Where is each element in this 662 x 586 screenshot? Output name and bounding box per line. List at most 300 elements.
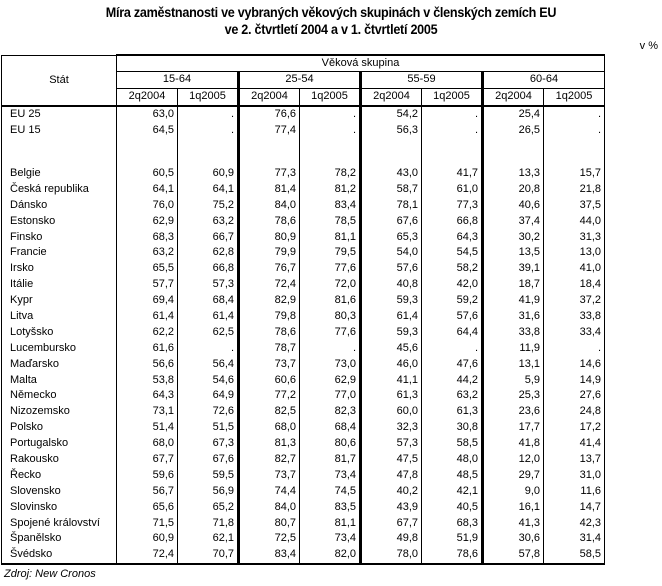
- value-cell: 60,9: [178, 166, 239, 182]
- country-name: Německo: [2, 388, 117, 404]
- value-cell: 64,1: [117, 181, 178, 197]
- value-cell: 62,5: [178, 324, 239, 340]
- table-row: [2, 261, 605, 277]
- value-cell: 60,6: [239, 372, 300, 388]
- table-header: [2, 55, 605, 106]
- table-row: [2, 166, 605, 182]
- value-cell: 61,4: [117, 309, 178, 325]
- value-cell: 11,9: [483, 340, 544, 356]
- table-row: [2, 372, 605, 388]
- value-cell: 78,0: [361, 547, 422, 564]
- value-cell: 41,1: [361, 372, 422, 388]
- value-cell: 68,3: [422, 515, 483, 531]
- value-cell: 51,5: [178, 420, 239, 436]
- value-cell: [422, 139, 483, 166]
- value-cell: .: [422, 340, 483, 356]
- country-name: Rakousko: [2, 452, 117, 468]
- value-cell: 62,8: [178, 245, 239, 261]
- value-cell: 57,6: [361, 261, 422, 277]
- value-cell: 63,0: [117, 106, 178, 123]
- value-cell: 60,9: [117, 531, 178, 547]
- value-cell: 41,8: [483, 436, 544, 452]
- value-cell: 63,2: [178, 213, 239, 229]
- value-cell: 72,5: [239, 531, 300, 547]
- value-cell: 32,3: [361, 420, 422, 436]
- value-cell: .: [544, 106, 605, 123]
- value-cell: 77,6: [300, 261, 361, 277]
- value-cell: 68,0: [117, 436, 178, 452]
- value-cell: 77,0: [300, 388, 361, 404]
- value-cell: 78,6: [239, 213, 300, 229]
- value-cell: 61,3: [422, 404, 483, 420]
- value-cell: .: [544, 123, 605, 139]
- table-row: [2, 324, 605, 340]
- value-cell: 23,6: [483, 404, 544, 420]
- value-cell: 26,5: [483, 123, 544, 139]
- value-cell: 79,5: [300, 245, 361, 261]
- value-cell: 61,6: [117, 340, 178, 356]
- value-cell: 84,0: [239, 499, 300, 515]
- value-cell: 57,7: [117, 277, 178, 293]
- value-cell: 77,3: [422, 197, 483, 213]
- country-name: Slovensko: [2, 483, 117, 499]
- value-cell: 73,7: [239, 356, 300, 372]
- header-period: 1q2005: [178, 88, 239, 105]
- value-cell: 73,1: [117, 404, 178, 420]
- value-cell: 42,0: [422, 277, 483, 293]
- value-cell: 46,0: [361, 356, 422, 372]
- value-cell: 73,0: [300, 356, 361, 372]
- value-cell: 29,7: [483, 467, 544, 483]
- value-cell: 48,0: [422, 452, 483, 468]
- value-cell: 67,7: [361, 515, 422, 531]
- country-name: Dánsko: [2, 197, 117, 213]
- value-cell: 14,7: [544, 499, 605, 515]
- table-row: [2, 452, 605, 468]
- value-cell: 59,3: [361, 324, 422, 340]
- country-name: Slovinsko: [2, 499, 117, 515]
- value-cell: 72,4: [117, 547, 178, 564]
- header-age-60-64: 60-64: [483, 72, 605, 89]
- value-cell: 18,4: [544, 277, 605, 293]
- value-cell: 47,5: [361, 452, 422, 468]
- value-cell: 69,4: [117, 293, 178, 309]
- country-name: Nizozemsko: [2, 404, 117, 420]
- value-cell: 72,6: [178, 404, 239, 420]
- value-cell: 80,3: [300, 309, 361, 325]
- country-name: [2, 139, 117, 166]
- value-cell: 13,0: [544, 245, 605, 261]
- value-cell: 54,5: [422, 245, 483, 261]
- country-name: Lotyšsko: [2, 324, 117, 340]
- value-cell: .: [544, 340, 605, 356]
- value-cell: 60,5: [117, 166, 178, 182]
- header-period: 1q2005: [300, 88, 361, 105]
- value-cell: 59,5: [178, 467, 239, 483]
- table-row: [2, 531, 605, 547]
- table-row: [2, 229, 605, 245]
- value-cell: .: [300, 123, 361, 139]
- value-cell: 61,0: [422, 181, 483, 197]
- value-cell: 18,7: [483, 277, 544, 293]
- value-cell: 40,8: [361, 277, 422, 293]
- value-cell: 30,2: [483, 229, 544, 245]
- title-line-2: ve 2. čtvrtletí 2004 a v 1. čtvrtletí 2005: [224, 21, 438, 37]
- table-row: [2, 436, 605, 452]
- value-cell: 81,1: [300, 229, 361, 245]
- value-cell: 41,4: [544, 436, 605, 452]
- unit-label: v %: [639, 40, 658, 52]
- value-cell: 73,7: [239, 467, 300, 483]
- value-cell: 15,7: [544, 166, 605, 182]
- country-name: Švédsko: [2, 547, 117, 564]
- value-cell: 79,9: [239, 245, 300, 261]
- value-cell: 72,0: [300, 277, 361, 293]
- header-age-25-54: 25-54: [239, 72, 361, 89]
- value-cell: 41,7: [422, 166, 483, 182]
- value-cell: 65,3: [361, 229, 422, 245]
- value-cell: 57,3: [361, 436, 422, 452]
- table-row: [2, 245, 605, 261]
- table-body: [2, 106, 605, 564]
- table-row: [2, 293, 605, 309]
- employment-table: [1, 54, 605, 565]
- value-cell: 68,4: [178, 293, 239, 309]
- value-cell: 44,2: [422, 372, 483, 388]
- value-cell: 59,6: [117, 467, 178, 483]
- value-cell: 31,6: [483, 309, 544, 325]
- value-cell: 56,3: [361, 123, 422, 139]
- value-cell: 51,9: [422, 531, 483, 547]
- value-cell: 63,2: [422, 388, 483, 404]
- value-cell: 62,1: [178, 531, 239, 547]
- value-cell: 66,8: [422, 213, 483, 229]
- value-cell: 31,3: [544, 229, 605, 245]
- value-cell: 20,8: [483, 181, 544, 197]
- value-cell: 41,3: [483, 515, 544, 531]
- value-cell: 78,5: [300, 213, 361, 229]
- value-cell: 13,5: [483, 245, 544, 261]
- value-cell: .: [422, 106, 483, 123]
- table-row: [2, 388, 605, 404]
- value-cell: 54,2: [361, 106, 422, 123]
- table-row: [2, 197, 605, 213]
- value-cell: 11,6: [544, 483, 605, 499]
- value-cell: 83,4: [239, 547, 300, 564]
- value-cell: 51,4: [117, 420, 178, 436]
- table-row: [2, 277, 605, 293]
- value-cell: 56,9: [178, 483, 239, 499]
- value-cell: 68,3: [117, 229, 178, 245]
- value-cell: 67,6: [178, 452, 239, 468]
- table-row: [2, 404, 605, 420]
- table-row: [2, 547, 605, 564]
- value-cell: 5,9: [483, 372, 544, 388]
- value-cell: 67,7: [117, 452, 178, 468]
- value-cell: 80,9: [239, 229, 300, 245]
- value-cell: 33,8: [483, 324, 544, 340]
- source-note: Zdroj: New Cronos: [4, 568, 96, 580]
- value-cell: 48,5: [422, 467, 483, 483]
- value-cell: 56,6: [117, 356, 178, 372]
- value-cell: 37,5: [544, 197, 605, 213]
- value-cell: 47,8: [361, 467, 422, 483]
- table-row: [2, 309, 605, 325]
- value-cell: 61,4: [361, 309, 422, 325]
- value-cell: 64,9: [178, 388, 239, 404]
- header-period: 2q2004: [239, 88, 300, 105]
- value-cell: 44,0: [544, 213, 605, 229]
- value-cell: 64,3: [422, 229, 483, 245]
- value-cell: .: [300, 340, 361, 356]
- value-cell: 76,7: [239, 261, 300, 277]
- value-cell: [300, 139, 361, 166]
- country-name: EU 15: [2, 123, 117, 139]
- value-cell: 81,4: [239, 181, 300, 197]
- table-row: [2, 106, 605, 123]
- value-cell: 16,1: [483, 499, 544, 515]
- value-cell: 58,5: [544, 547, 605, 564]
- value-cell: 59,3: [361, 293, 422, 309]
- value-cell: 78,2: [300, 166, 361, 182]
- value-cell: 58,5: [422, 436, 483, 452]
- value-cell: 67,6: [361, 213, 422, 229]
- title-line-1: Míra zaměstnanosti ve vybraných věkových skupinách v členských zemích EU: [105, 4, 557, 20]
- value-cell: 76,6: [239, 106, 300, 123]
- value-cell: 81,7: [300, 452, 361, 468]
- value-cell: 40,2: [361, 483, 422, 499]
- value-cell: 71,8: [178, 515, 239, 531]
- value-cell: 54,6: [178, 372, 239, 388]
- value-cell: 62,9: [300, 372, 361, 388]
- header-period: 2q2004: [483, 88, 544, 105]
- value-cell: 30,8: [422, 420, 483, 436]
- value-cell: 63,2: [117, 245, 178, 261]
- value-cell: 84,0: [239, 197, 300, 213]
- value-cell: 78,7: [239, 340, 300, 356]
- value-cell: 45,6: [361, 340, 422, 356]
- value-cell: [483, 139, 544, 166]
- value-cell: 79,8: [239, 309, 300, 325]
- value-cell: 27,6: [544, 388, 605, 404]
- country-name: Francie: [2, 245, 117, 261]
- table-row: [2, 356, 605, 372]
- table-title: [33, 4, 629, 38]
- country-name: Spojené království: [2, 515, 117, 531]
- value-cell: 83,4: [300, 197, 361, 213]
- value-cell: 57,3: [178, 277, 239, 293]
- value-cell: 73,4: [300, 467, 361, 483]
- country-name: Portugalsko: [2, 436, 117, 452]
- value-cell: 73,4: [300, 531, 361, 547]
- value-cell: 62,2: [117, 324, 178, 340]
- value-cell: 65,2: [178, 499, 239, 515]
- value-cell: 80,6: [300, 436, 361, 452]
- country-name: Maďarsko: [2, 356, 117, 372]
- value-cell: 61,4: [178, 309, 239, 325]
- value-cell: [544, 139, 605, 166]
- country-name: Litva: [2, 309, 117, 325]
- value-cell: 56,7: [117, 483, 178, 499]
- country-name: Lucembursko: [2, 340, 117, 356]
- value-cell: 77,2: [239, 388, 300, 404]
- value-cell: 47,6: [422, 356, 483, 372]
- country-name: Belgie: [2, 166, 117, 182]
- value-cell: 17,2: [544, 420, 605, 436]
- value-cell: 77,4: [239, 123, 300, 139]
- table-row: [2, 467, 605, 483]
- value-cell: 64,4: [422, 324, 483, 340]
- value-cell: [117, 139, 178, 166]
- header-period: 2q2004: [117, 88, 178, 105]
- value-cell: 58,2: [422, 261, 483, 277]
- country-name: EU 25: [2, 106, 117, 123]
- value-cell: 83,5: [300, 499, 361, 515]
- table-row: [2, 420, 605, 436]
- value-cell: 78,6: [239, 324, 300, 340]
- value-cell: 40,5: [422, 499, 483, 515]
- header-state: Stát: [2, 55, 117, 106]
- country-name: Španělsko: [2, 531, 117, 547]
- value-cell: 64,5: [117, 123, 178, 139]
- value-cell: 68,4: [300, 420, 361, 436]
- value-cell: 67,3: [178, 436, 239, 452]
- table-row: [2, 515, 605, 531]
- header-age-15-64: 15-64: [117, 72, 239, 89]
- value-cell: 65,6: [117, 499, 178, 515]
- value-cell: 64,1: [178, 181, 239, 197]
- value-cell: .: [300, 106, 361, 123]
- value-cell: 14,9: [544, 372, 605, 388]
- value-cell: 12,0: [483, 452, 544, 468]
- value-cell: 25,4: [483, 106, 544, 123]
- value-cell: 40,6: [483, 197, 544, 213]
- value-cell: 66,8: [178, 261, 239, 277]
- value-cell: 71,5: [117, 515, 178, 531]
- table-row: [2, 340, 605, 356]
- country-name: Malta: [2, 372, 117, 388]
- value-cell: 77,3: [239, 166, 300, 182]
- value-cell: 82,7: [239, 452, 300, 468]
- country-name: Polsko: [2, 420, 117, 436]
- header-period: 1q2005: [422, 88, 483, 105]
- value-cell: 13,1: [483, 356, 544, 372]
- value-cell: 24,8: [544, 404, 605, 420]
- value-cell: 65,5: [117, 261, 178, 277]
- spacer-row: [2, 139, 605, 166]
- country-name: Finsko: [2, 229, 117, 245]
- value-cell: 62,9: [117, 213, 178, 229]
- value-cell: 14,6: [544, 356, 605, 372]
- value-cell: .: [178, 340, 239, 356]
- value-cell: 80,7: [239, 515, 300, 531]
- header-period: 1q2005: [544, 88, 605, 105]
- value-cell: 60,0: [361, 404, 422, 420]
- value-cell: 76,0: [117, 197, 178, 213]
- value-cell: 68,0: [239, 420, 300, 436]
- value-cell: 61,3: [361, 388, 422, 404]
- value-cell: 74,5: [300, 483, 361, 499]
- value-cell: .: [422, 123, 483, 139]
- value-cell: 82,0: [300, 547, 361, 564]
- table-row: [2, 213, 605, 229]
- value-cell: 39,1: [483, 261, 544, 277]
- value-cell: 58,7: [361, 181, 422, 197]
- value-cell: 56,4: [178, 356, 239, 372]
- value-cell: 77,6: [300, 324, 361, 340]
- value-cell: 78,6: [422, 547, 483, 564]
- country-name: Česká republika: [2, 181, 117, 197]
- country-name: Kypr: [2, 293, 117, 309]
- value-cell: 72,4: [239, 277, 300, 293]
- country-name: Řecko: [2, 467, 117, 483]
- value-cell: 37,4: [483, 213, 544, 229]
- value-cell: 57,6: [422, 309, 483, 325]
- value-cell: 81,2: [300, 181, 361, 197]
- value-cell: 53,8: [117, 372, 178, 388]
- value-cell: 33,8: [544, 309, 605, 325]
- value-cell: 31,4: [544, 531, 605, 547]
- value-cell: 66,7: [178, 229, 239, 245]
- value-cell: .: [178, 106, 239, 123]
- value-cell: 30,6: [483, 531, 544, 547]
- country-name: Estonsko: [2, 213, 117, 229]
- value-cell: 81,1: [300, 515, 361, 531]
- value-cell: 31,0: [544, 467, 605, 483]
- table-row: [2, 499, 605, 515]
- value-cell: 82,9: [239, 293, 300, 309]
- value-cell: 59,2: [422, 293, 483, 309]
- value-cell: .: [178, 123, 239, 139]
- header-age-55-59: 55-59: [361, 72, 483, 89]
- country-name: Irsko: [2, 261, 117, 277]
- value-cell: 78,1: [361, 197, 422, 213]
- value-cell: 54,0: [361, 245, 422, 261]
- value-cell: 81,3: [239, 436, 300, 452]
- value-cell: 33,4: [544, 324, 605, 340]
- value-cell: 75,2: [178, 197, 239, 213]
- value-cell: 25,3: [483, 388, 544, 404]
- value-cell: 37,2: [544, 293, 605, 309]
- value-cell: 21,8: [544, 181, 605, 197]
- value-cell: 41,0: [544, 261, 605, 277]
- country-name: Itálie: [2, 277, 117, 293]
- table-row: [2, 483, 605, 499]
- value-cell: 57,8: [483, 547, 544, 564]
- value-cell: 49,8: [361, 531, 422, 547]
- value-cell: [239, 139, 300, 166]
- value-cell: 9,0: [483, 483, 544, 499]
- value-cell: 64,3: [117, 388, 178, 404]
- value-cell: 82,5: [239, 404, 300, 420]
- value-cell: [361, 139, 422, 166]
- value-cell: 13,3: [483, 166, 544, 182]
- value-cell: 41,9: [483, 293, 544, 309]
- value-cell: 70,7: [178, 547, 239, 564]
- value-cell: 74,4: [239, 483, 300, 499]
- value-cell: 17,7: [483, 420, 544, 436]
- value-cell: 82,3: [300, 404, 361, 420]
- header-period: 2q2004: [361, 88, 422, 105]
- table-row: [2, 181, 605, 197]
- value-cell: 43,9: [361, 499, 422, 515]
- value-cell: 81,6: [300, 293, 361, 309]
- table-row: [2, 123, 605, 139]
- value-cell: [178, 139, 239, 166]
- value-cell: 42,3: [544, 515, 605, 531]
- value-cell: 42,1: [422, 483, 483, 499]
- header-age-group: Věková skupina: [117, 55, 605, 72]
